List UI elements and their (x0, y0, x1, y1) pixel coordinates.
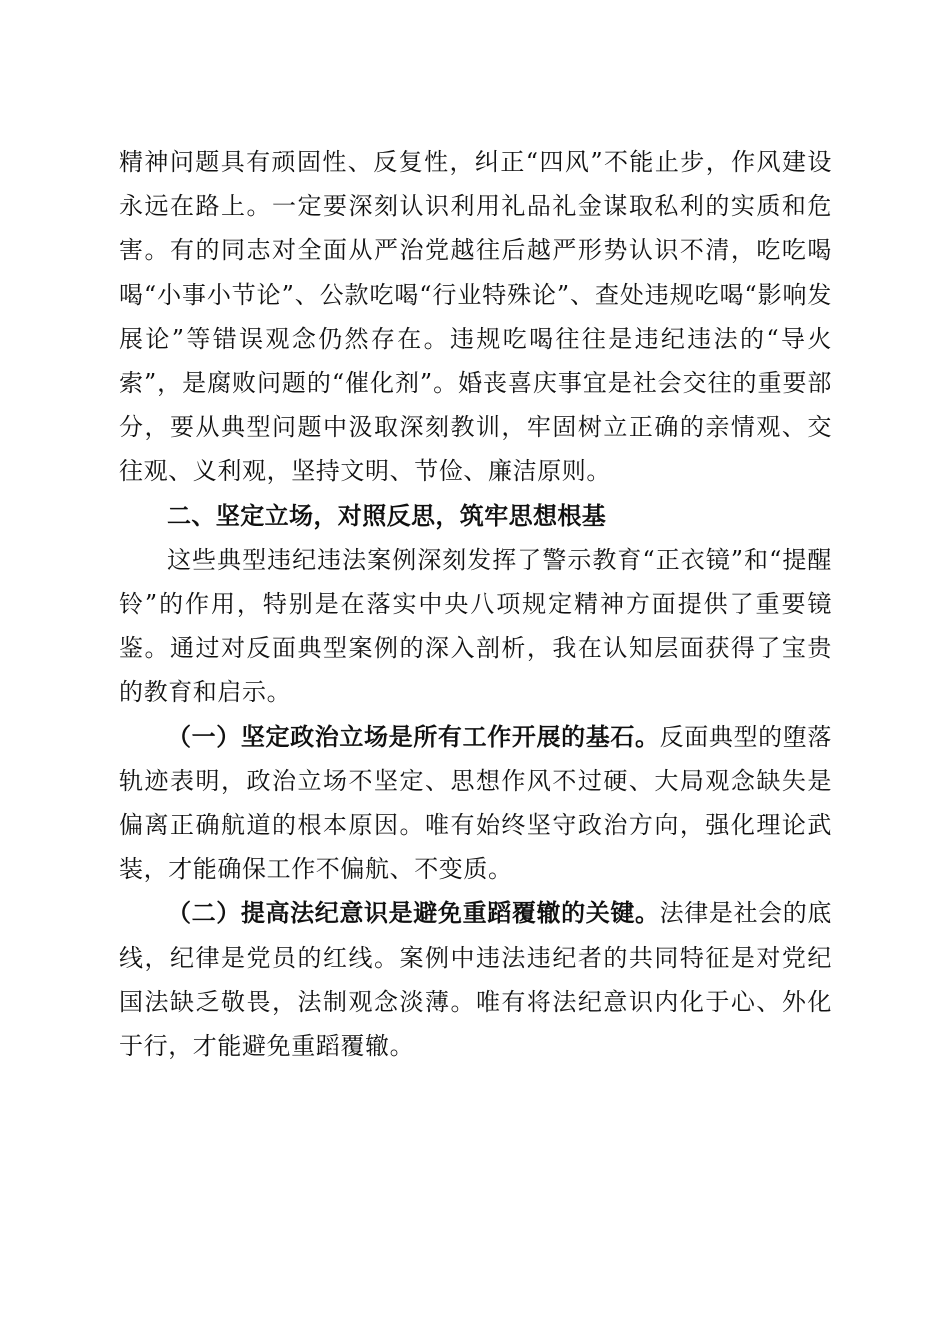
paragraph-point-1 (119, 715, 832, 892)
paragraph-point-2 (119, 891, 832, 1068)
paragraph-text: 法律是社会的底线，纪律是党员的红线。案例中违法违纪者的共同特征是对党纪国法缺乏敬畏，法制观念淡薄。唯有将法纪意识内化于心、外化于行，才能避免重蹈覆辙。 (119, 899, 833, 1061)
paragraph-continuation (119, 140, 832, 494)
paragraph-text: 反面典型的堕落轨迹表明，政治立场不坚定、思想作风不过硬、大局观念缺失是偏离正确航道的根本原因。唯有始终坚守政治方向，强化理论武装，才能确保工作不偏航、不变质。 (119, 722, 833, 884)
section-heading (119, 494, 832, 538)
paragraph-text: 这些典型违纪违法案例深刻发挥了警示教育“正衣镜”和“提醒铃”的作用，特别是在落实中央八项规定精神方面提供了重要镜鉴。通过对反面典型案例的深入剖析，我在认知层面获得了宝贵的教育和启示。 (119, 545, 832, 707)
section-heading-text: 二、坚定立场，对照反思，筑牢思想根基 (167, 501, 607, 530)
document-body (119, 140, 832, 1068)
paragraph-intro (119, 538, 832, 715)
paragraph-text: 精神问题具有顽固性、反复性，纠正“四风”不能止步，作风建设永远在路上。一定要深刻认识利用礼品礼金谋取私利的实质和危害。有的同志对全面从严治党越往后越严形势认识不清，吃吃喝喝“小事小节论”、公款吃喝“行业特殊论”、查处违规吃喝“影响发展论”等错误观念仍然存在。违规吃喝往往是违纪违法的“导火索”，是腐败问题的“催化剂”。婚丧喜庆事宜是社会交往的重要部分，要从典型问题中汲取深刻教训，牢固树立正确的亲情观、交往观、义利观，坚持文明、节俭、廉洁原则。 (119, 148, 832, 486)
point-heading: （一）坚定政治立场是所有工作开展的基石。 (167, 722, 660, 751)
point-heading: （二）提高法纪意识是避免重蹈覆辙的关键。 (167, 899, 660, 928)
